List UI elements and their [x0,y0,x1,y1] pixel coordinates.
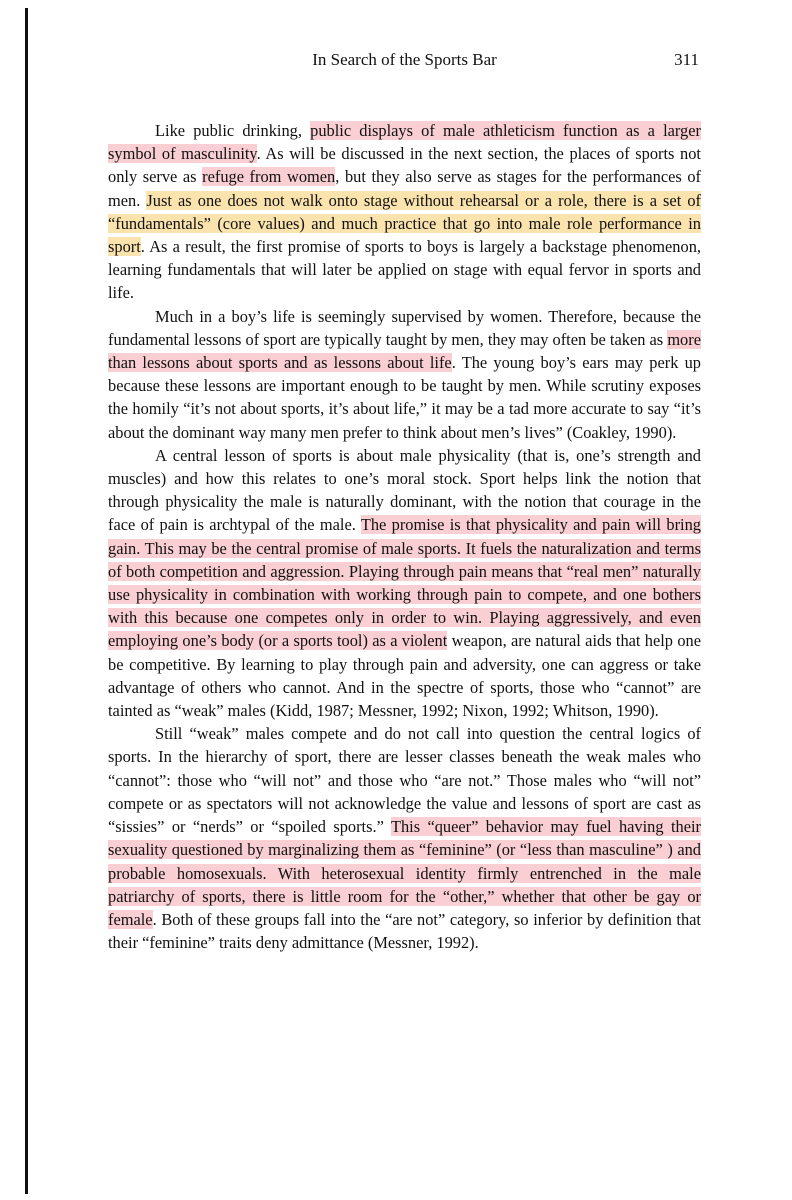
paragraph [108,722,701,954]
text-run: , but they also serve as stages for the performances of men. [108,167,701,210]
body-text [108,119,701,954]
page-number: 311 [674,50,699,69]
highlight-pink: This “queer” behavior may fuel having their sexuality questioned by marginalizing them as “feminine” (or “less than masculine” ) and probable homosexuals. With heterosexual identity firmly entrenched in the male patriarchy of sports, there is little room for the “other,” whether that other be gay or female [108,817,701,929]
paragraph [108,444,701,722]
text-run: Like public drinking, [155,121,311,140]
running-title: In Search of the Sports Bar [312,50,497,69]
highlight-pink: more than lessons about sports and as lessons about life [108,329,701,373]
page-edge-rule [25,8,28,1194]
text-run: Much in a boy’s life is seemingly supervised by women. Therefore, because the fundamental lessons of sport are typically taught by men, they may often be taken as [108,306,701,349]
text-run: . As a result, the first promise of sports to boys is largely a backstage phenomenon, learning fundamentals that will later be applied on stage with equal fervor in sports and life. [108,237,701,303]
highlight-pink: refuge from women [202,167,336,187]
running-header [108,50,701,74]
text-run: A central lesson of sports is about male physicality (that is, one’s strength and muscles) and how this relates to one’s moral stock. Sport helps link the notion that through physicality the male is naturally dominant, with the notion that courage in the face of pain is archtypal of the male. [108,445,701,535]
paragraph [108,305,701,444]
highlight-yellow: Just as one does not walk onto stage without rehearsal or a role, there is a set of “fundamentals” (core values) and much practice that go into male role performance in sport [108,190,702,257]
text-run: Still “weak” males compete and do not call into question the central logics of sports. In the hierarchy of sport, there are lesser classes beneath the weak males who “cannot”: those who “will not” and those who “are not.” Those males who “will not” compete or as spectators will not acknowledge the value and lessons of sport are cast as “sissies” or “nerds” or “spoiled sports.” [108,724,701,837]
highlight-pink: The promise is that physicality and pain will bring gain. This may be the central promise of male sports. It fuels the naturalization and terms of both competition and aggression. Playing through pain means that “real men” naturally use physicality in combination with working through pain to compete, and one bothers with this because one competes only in order to win. Playing aggressively, and even employing one’s body (or a sports tool) as a violent [108,515,701,651]
text-run: weapon, are natural aids that help one be competitive. By learning to play through pain and adversity, one can aggress or take advantage of others who cannot. And in the spectre of sports, those who “cannot” are tainted as “weak” males (Kidd, 1987; Messner, 1992; Nixon, 1992; Whitson, 1990). [108,631,701,721]
text-run: . As will be discussed in the next section, the places of sports not only serve as [108,144,701,187]
paragraph [108,119,701,305]
highlight-pink: public displays of male athleticism function as a larger symbol of masculinity [108,121,701,164]
text-run: . Both of these groups fall into the “are not” category, so inferior by definition that their “feminine” traits deny admittance (Messner, 1992). [108,909,701,953]
text-run: . The young boy’s ears may perk up because these lessons are important enough to be taught by men. While scrutiny exposes the homily “it’s not about sports, it’s about life,” it may be a tad more accurate to say “it’s about the dominant way many men prefer to think about men’s lives” (Coakley, 1990). [108,353,701,442]
